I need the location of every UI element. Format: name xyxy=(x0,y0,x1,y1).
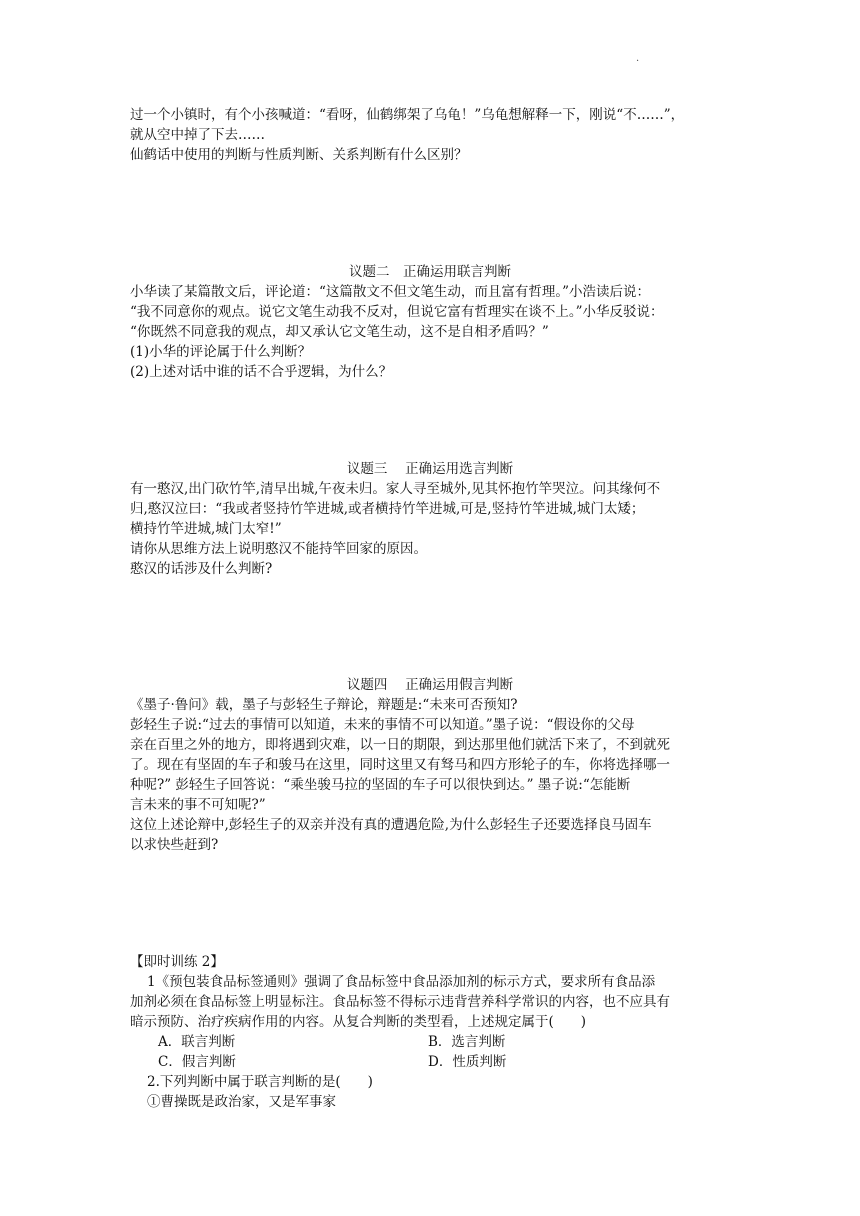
practice-q1-line: 加剂必须在食品标签上明显标注。食品标签不得标示违背营养科学常识的内容，也不应具有 xyxy=(130,994,670,1010)
topic4-line: 种呢?” 彭轻生子回答说：“乘坐骏马拉的坚固的车子可以很快到达。” 墨子说:“怎能断 xyxy=(130,777,631,793)
practice-q2-item-1: ①曹操既是政治家，又是军事家 xyxy=(147,1094,336,1110)
topic2-line: “我不同意你的观点。说它文笔生动我不反对，但说它富有哲理实在谈不上。”小华反驳说： xyxy=(130,304,664,320)
practice-q1-line: 暗示预防、治疗疾病作用的内容。从复合判断的类型看，上述规定属于( ) xyxy=(130,1014,587,1030)
story-question: 仙鹤话中使用的判断与性质判断、关系判断有什么区别？ xyxy=(130,147,468,163)
topic3-line: 归,憨汉泣曰：“我或者竖持竹竿进城,或者横持竹竿进城,可是,竖持竹竿进城,城门太矮； xyxy=(130,501,645,517)
story-line-1: 过一个小镇时，有个小孩喊道：“看呀，仙鹤绑架了乌龟！”乌龟想解释一下，刚说“不……”， xyxy=(130,107,685,123)
topic4-title: 议题四 正确运用假言判断 xyxy=(346,677,514,693)
topic3-question-2: 憨汉的话涉及什么判断? xyxy=(130,561,273,577)
topic4-question: 以求快些赶到? xyxy=(130,837,219,853)
topic4-line: 《墨子·鲁问》载，墨子与彭轻生子辩论，辩题是:“未来可否预知? xyxy=(130,697,518,713)
topic3-question-1: 请你从思维方法上说明憨汉不能持竿回家的原因。 xyxy=(130,541,427,557)
practice-q2: 2.下列判断中属于联言判断的是( ) xyxy=(147,1074,373,1090)
topic2-title: 议题二 正确运用联言判断 xyxy=(349,264,511,280)
topic2-question-2: (2)上述对话中谁的话不合乎逻辑，为什么？ xyxy=(130,364,393,380)
story-line-2: 就从空中掉了下去…… xyxy=(130,127,265,143)
topic4-line: 彭轻生子说:“过去的事情可以知道，未来的事情不可以知道。”墨子说：“假设你的父母 xyxy=(130,717,635,733)
topic3-title: 议题三 正确运用选言判断 xyxy=(346,461,514,477)
practice-heading: 【即时训练 2】 xyxy=(130,954,224,970)
practice-q1-line: 1《预包装食品标签通则》强调了食品标签中食品添加剂的标示方式，要求所有食品添 xyxy=(147,974,656,990)
topic3-line: 有一憨汉,出门砍竹竿,清早出城,午夜未归。家人寻至城外,见其怀抱竹竿哭泣。问其缘何不 xyxy=(130,481,661,497)
topic4-question: 这位上述论辩中,彭轻生子的双亲并没有真的遭遇危险,为什么彭轻生子还要选择良马固车 xyxy=(130,817,652,833)
topic2-question-1: (1)小华的评论属于什么判断？ xyxy=(130,344,312,360)
header-mark: · xyxy=(636,56,640,67)
topic4-line: 了。现在有坚固的车子和骏马在这里，同时这里又有驽马和四方形轮子的车，你将选择哪一 xyxy=(130,757,670,773)
option-a: A．联言判断 xyxy=(158,1034,236,1050)
topic3-line: 横持竹竿进城,城门太窄!” xyxy=(130,521,282,537)
topic2-line: “你既然不同意我的观点，却又承认它文笔生动，这不是自相矛盾吗？” xyxy=(130,324,549,340)
topic4-line: 言未来的事不可知呢?” xyxy=(130,797,266,813)
option-d: D．性质判断 xyxy=(428,1054,507,1070)
option-b: B．选言判断 xyxy=(428,1034,506,1050)
option-c: C．假言判断 xyxy=(158,1054,236,1070)
topic2-line: 小华读了某篇散文后，评论道：“这篇散文不但文笔生动，而且富有哲理。”小浩读后说： xyxy=(130,284,651,300)
topic4-line: 亲在百里之外的地方，即将遇到灾难，以一日的期限，到达那里他们就活下来了，不到就死 xyxy=(130,737,670,753)
